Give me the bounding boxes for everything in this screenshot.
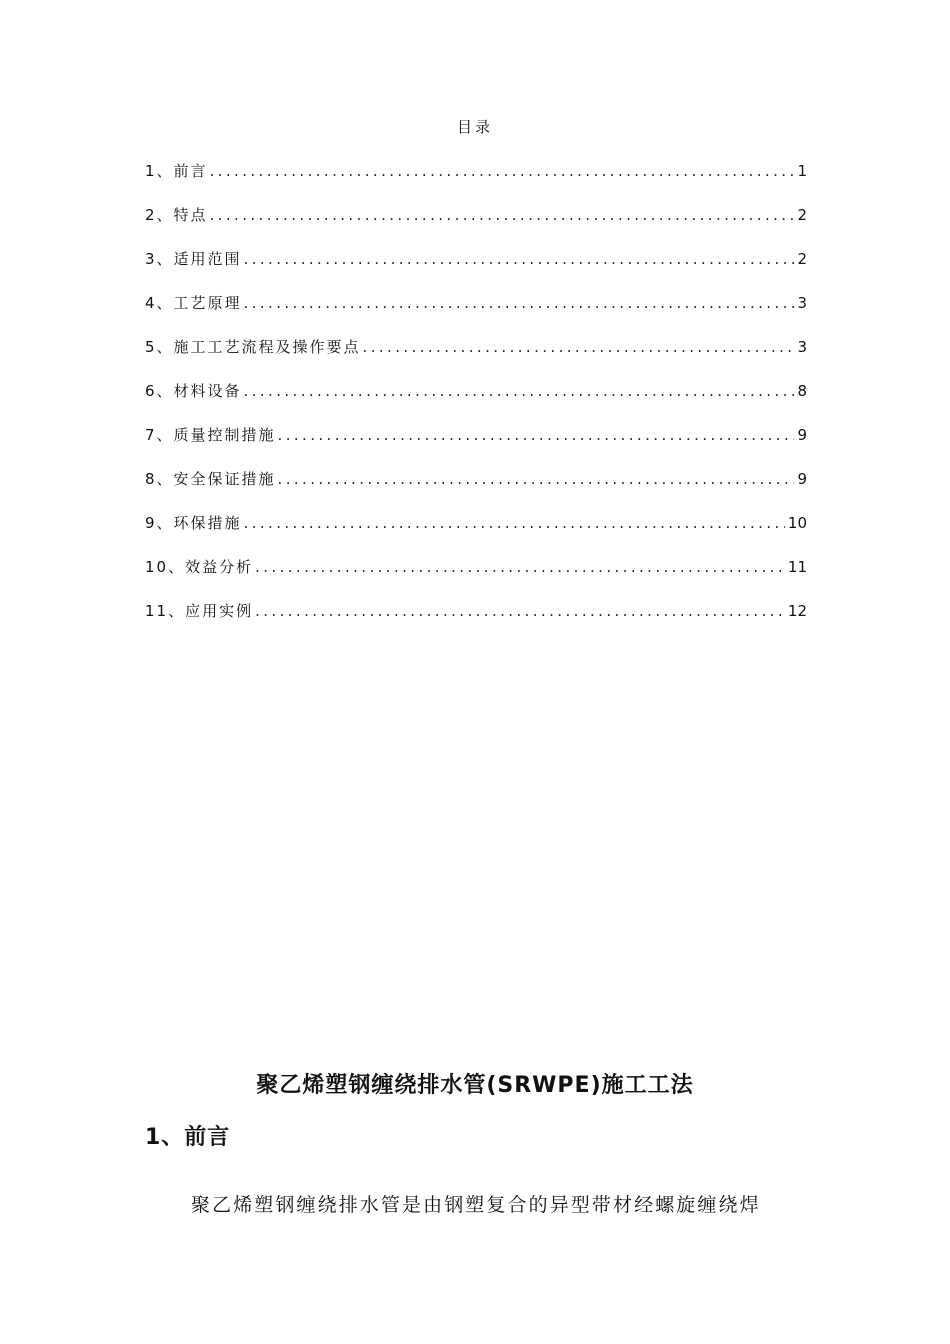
document-title: 聚乙烯塑钢缠绕排水管(SRWPE)施工工法 [256, 1073, 694, 1098]
toc-dot-leader [255, 553, 785, 581]
toc-dot-leader [244, 289, 795, 317]
toc-entry-label: 6、材料设备 [145, 382, 242, 400]
table-of-contents [145, 157, 807, 641]
toc-entry-page: 3 [797, 338, 807, 356]
toc-entry[interactable] [145, 201, 807, 245]
toc-entry-label: 11、应用实例 [145, 602, 254, 620]
toc-entry[interactable] [145, 377, 807, 421]
toc-entry[interactable] [145, 553, 807, 597]
toc-entry-page: 3 [797, 294, 807, 312]
toc-dot-leader [244, 245, 795, 273]
toc-dot-leader [278, 465, 795, 493]
toc-dot-leader [244, 377, 795, 405]
toc-entry-label: 10、效益分析 [145, 558, 254, 576]
toc-entry[interactable] [145, 597, 807, 641]
toc-entry-page: 2 [797, 206, 807, 224]
toc-entry-label: 4、工艺原理 [145, 294, 242, 312]
toc-entry-page: 8 [797, 382, 807, 400]
toc-entry-label: 1、前言 [145, 162, 208, 180]
toc-entry-page: 1 [797, 162, 807, 180]
toc-title: 目录 [456, 118, 493, 136]
toc-entry-label: 7、质量控制措施 [145, 426, 276, 444]
toc-dot-leader [244, 509, 785, 537]
toc-dot-leader [210, 157, 795, 185]
toc-entry[interactable] [145, 465, 807, 509]
toc-dot-leader [363, 333, 795, 361]
toc-entry[interactable] [145, 421, 807, 465]
toc-dot-leader [210, 201, 795, 229]
section-heading: 1、前言 [145, 1125, 231, 1150]
toc-entry-page: 11 [787, 558, 807, 576]
body-paragraph: 聚乙烯塑钢缠绕排水管是由钢塑复合的异型带材经螺旋缠绕焊 [191, 1194, 761, 1216]
toc-entry-label: 8、安全保证措施 [145, 470, 276, 488]
toc-entry[interactable] [145, 157, 807, 201]
toc-entry-page: 10 [787, 514, 807, 532]
toc-entry-label: 5、施工工艺流程及操作要点 [145, 338, 361, 356]
toc-entry-label: 2、特点 [145, 206, 208, 224]
toc-entry[interactable] [145, 333, 807, 377]
toc-entry[interactable] [145, 245, 807, 289]
toc-entry-page: 12 [787, 602, 807, 620]
toc-entry-page: 9 [797, 470, 807, 488]
toc-entry-label: 3、适用范围 [145, 250, 242, 268]
toc-dot-leader [278, 421, 795, 449]
toc-entry-page: 9 [797, 426, 807, 444]
toc-dot-leader [255, 597, 785, 625]
toc-entry-label: 9、环保措施 [145, 514, 242, 532]
toc-entry[interactable] [145, 289, 807, 333]
toc-entry[interactable] [145, 509, 807, 553]
toc-entry-page: 2 [797, 250, 807, 268]
